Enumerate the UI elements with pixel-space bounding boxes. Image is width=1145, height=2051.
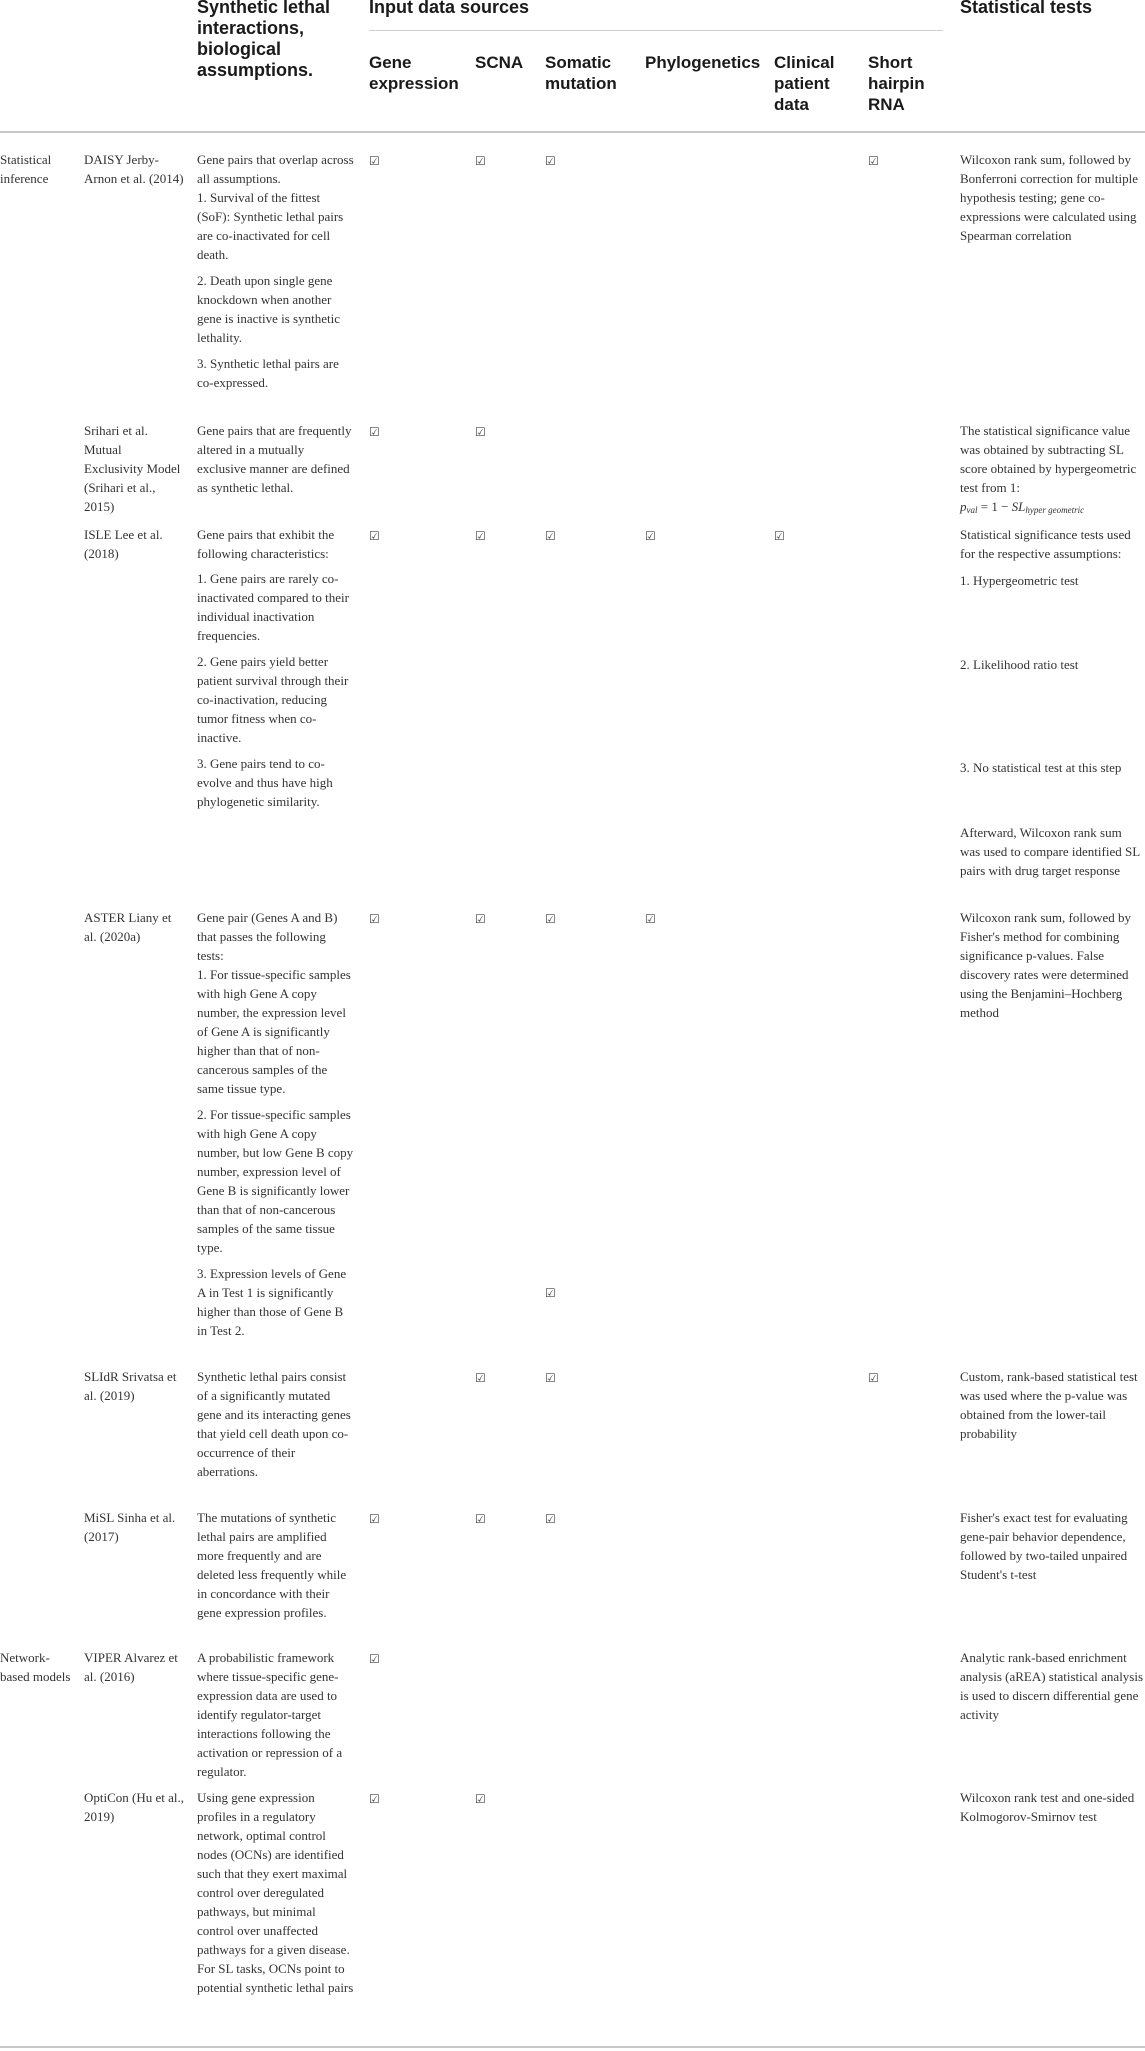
stat-slidr: Custom, rank-based statistical test was used where the p-value was obtained from the lower-tail probability — [960, 1369, 1138, 1441]
check-slidr-shrna: ☑ — [868, 1371, 879, 1385]
desc-line: 3. Gene pairs tend to co-evolve and thus have high phylogenetic similarity. — [197, 756, 333, 809]
desc-line: 1. Survival of the fittest (SoF): Synthetic lethal pairs are co-inactivated for cell death. — [197, 190, 344, 262]
desc-line: Gene pairs that exhibit the following characteristics: — [197, 527, 335, 561]
check-daisy-scna: ☑ — [475, 154, 486, 168]
formula-sl: SL — [1011, 499, 1026, 514]
header-short-hairpin-rna: Short hairpin RNA — [868, 53, 925, 114]
stat-daisy: Wilcoxon rank sum, followed by Bonferroni correction for multiple hypothesis testing; gene co-expressions were calculated using Spearman correlation — [960, 152, 1138, 243]
desc-line: Gene pair (Genes A and B) that passes the following tests: — [197, 910, 338, 963]
header-sl-interactions: Synthetic lethal interactions, biological assumptions. — [197, 0, 331, 80]
check-misl-somatic-mutation: ☑ — [545, 1512, 556, 1526]
check-slidr-somatic-mutation: ☑ — [545, 1371, 556, 1385]
check-aster-scna: ☑ — [475, 912, 486, 926]
method-viper: VIPER Alvarez et al. (2016) — [84, 1650, 178, 1684]
check-viper-gene-expression: ☑ — [369, 1652, 380, 1666]
check-aster-test3-somatic-mutation: ☑ — [545, 1286, 556, 1300]
stat-isle-afterward: Afterward, Wilcoxon rank sum was used to compare identified SL pairs with drug target response — [960, 825, 1140, 878]
desc-misl: The mutations of synthetic lethal pairs are amplified more frequently and are deleted less frequently while in concordance with their gene expression profiles. — [197, 1510, 347, 1620]
formula-eq: = 1 − — [977, 499, 1012, 514]
check-daisy-somatic-mutation: ☑ — [545, 154, 556, 168]
desc-slidr: Synthetic lethal pairs consist of a significantly mutated gene and its interacting genes that yield cell death upon co-occurrence of their aberrations. — [197, 1369, 351, 1479]
formula-p: p — [960, 499, 967, 514]
method-misl: MiSL Sinha et al. (2017) — [84, 1510, 176, 1544]
stat-viper: Analytic rank-based enrichment analysis (aREA) statistical analysis is used to discern differential gene activity — [960, 1650, 1144, 1722]
check-isle-scna: ☑ — [475, 529, 486, 543]
stat-isle-3: 3. No statistical test at this step — [960, 760, 1122, 775]
method-isle: ISLE Lee et al. (2018) — [84, 527, 163, 561]
header-statistical-tests: Statistical tests — [960, 0, 1093, 17]
desc-line: 2. Gene pairs yield better patient survival through their co-inactivation, reducing tumor fitness when co-inactive. — [197, 654, 349, 745]
stat-srihari-formula — [960, 497, 1145, 520]
check-opticon-scna: ☑ — [475, 1792, 486, 1806]
header-clinical-patient-data: Clinical patient data — [774, 53, 835, 114]
stat-srihari-text: The statistical significance value was obtained by subtracting SL score obtained by hypergeometric test from 1: — [960, 423, 1137, 495]
check-misl-gene-expression: ☑ — [369, 1512, 380, 1526]
check-aster-phylogenetics: ☑ — [645, 912, 656, 926]
header-scna: SCNA — [475, 53, 524, 72]
check-opticon-gene-expression: ☑ — [369, 1792, 380, 1806]
category-statistical-inference: Statistical inference — [0, 152, 52, 186]
header-gene-expression: Gene expression — [369, 53, 459, 93]
desc-line: Gene pairs that overlap across all assumptions. — [197, 152, 354, 186]
method-srihari: Srihari et al. Mutual Exclusivity Model (Srihari et al., 2015) — [84, 423, 181, 514]
formula-sl-sub: hyper geometric — [1025, 505, 1085, 515]
check-srihari-gene-expression: ☑ — [369, 425, 380, 439]
stat-misl: Fisher's exact test for evaluating gene-pair behavior dependence, followed by two-tailed unpaired Student's t-test — [960, 1510, 1128, 1582]
desc-daisy — [197, 150, 354, 392]
check-isle-phylogenetics: ☑ — [645, 529, 656, 543]
stat-opticon: Wilcoxon rank test and one-sided Kolmogorov-Smirnov test — [960, 1790, 1135, 1824]
stat-aster: Wilcoxon rank sum, followed by Fisher's method for combining significance p-values. False discovery rates were determined using the Benjamini–Hochberg method — [960, 910, 1131, 1020]
category-network-based-models: Network-based models — [0, 1650, 71, 1684]
check-isle-gene-expression: ☑ — [369, 529, 380, 543]
check-srihari-scna: ☑ — [475, 425, 486, 439]
check-isle-somatic-mutation: ☑ — [545, 529, 556, 543]
desc-line: 2. Death upon single gene knockdown when another gene is inactive is synthetic lethality. — [197, 273, 340, 345]
desc-viper: A probabilistic framework where tissue-specific gene-expression data are used to identify regulator-target interactions following the activation or repression of a regulator. — [197, 1650, 343, 1779]
check-daisy-shrna: ☑ — [868, 154, 879, 168]
stat-isle-1: 1. Hypergeometric test — [960, 573, 1079, 588]
desc-line: 2. For tissue-specific samples with high Gene A copy number, but low Gene B copy number, expression level of Gene B is significantly lower than that of non-cancerous samples of the same tissue type. — [197, 1107, 354, 1255]
check-aster-gene-expression: ☑ — [369, 912, 380, 926]
method-daisy: DAISY Jerby-Arnon et al. (2014) — [84, 152, 184, 186]
stat-isle-2: 2. Likelihood ratio test — [960, 657, 1079, 672]
check-misl-scna: ☑ — [475, 1512, 486, 1526]
check-daisy-gene-expression: ☑ — [369, 154, 380, 168]
desc-line: 1. Gene pairs are rarely co-inactivated compared to their individual inactivation frequencies. — [197, 571, 349, 643]
method-opticon: OptiCon (Hu et al., 2019) — [84, 1790, 185, 1824]
stat-srihari — [960, 421, 1145, 520]
header-input-sources: Input data sources — [369, 0, 530, 17]
header-somatic-mutation: Somatic mutation — [545, 53, 617, 93]
header-bottom-rule — [0, 131, 1145, 133]
desc-line: 1. For tissue-specific samples with high Gene A copy number, the expression level of Gene A is significantly higher than that of non-cancerous samples of the same tissue type. — [197, 967, 351, 1096]
desc-line: 3. Synthetic lethal pairs are co-expressed. — [197, 356, 339, 390]
method-aster: ASTER Liany et al. (2020a) — [84, 910, 172, 944]
check-isle-clinical: ☑ — [774, 529, 785, 543]
check-slidr-scna: ☑ — [475, 1371, 486, 1385]
header-phylogenetics: Phylogenetics — [645, 53, 761, 72]
desc-aster — [197, 908, 354, 1340]
formula-p-sub: val — [966, 505, 978, 515]
desc-isle — [197, 525, 354, 811]
method-slidr: SLIdR Srivatsa et al. (2019) — [84, 1369, 177, 1403]
desc-opticon: Using gene expression profiles in a regulatory network, optimal control nodes (OCNs) are identified such that they exert maximal control over deregulated pathways, but minimal control over unaffected pathways for a given disease. For SL tasks, OCNs point to potential synthetic lethal pairs — [197, 1790, 354, 1995]
stat-isle-intro: Statistical significance tests used for the respective assumptions: — [960, 527, 1131, 561]
desc-srihari: Gene pairs that are frequently altered in a mutually exclusive manner are defined as synthetic lethal. — [197, 423, 352, 495]
check-aster-somatic-mutation: ☑ — [545, 912, 556, 926]
header-group-rule — [369, 30, 943, 31]
desc-line: 3. Expression levels of Gene A in Test 1 is significantly higher than those of Gene B in Test 2. — [197, 1266, 347, 1338]
table-bottom-rule — [0, 2046, 1145, 2048]
